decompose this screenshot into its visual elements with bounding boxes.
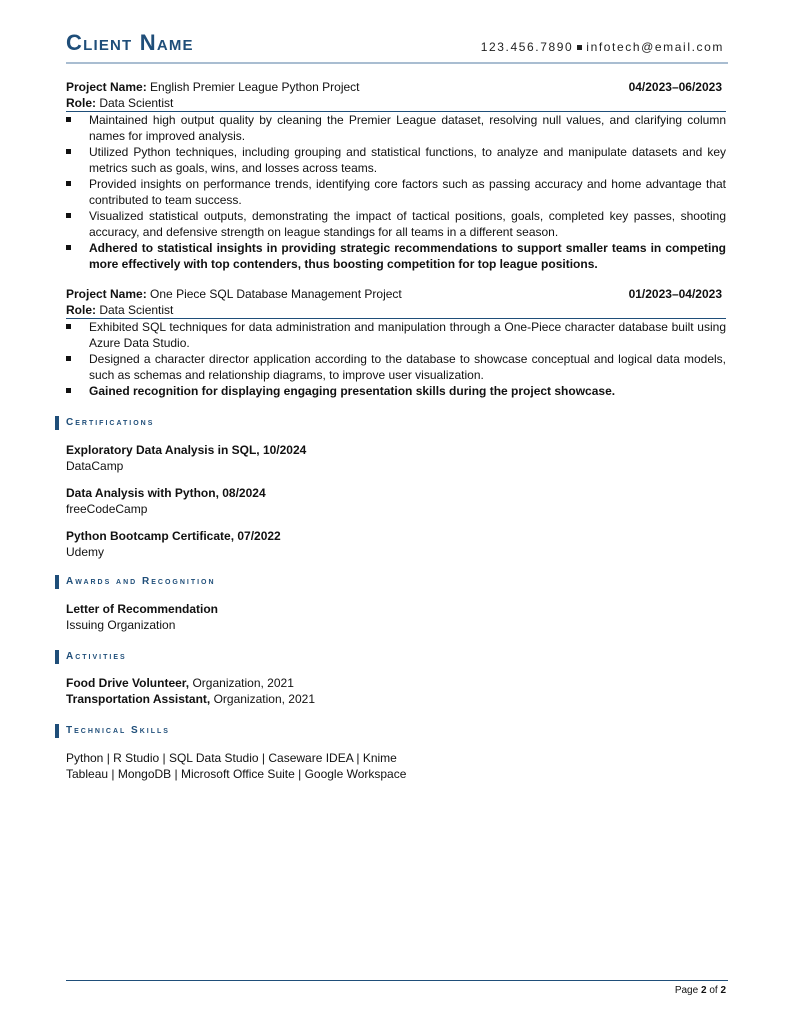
certification-title: Exploratory Data Analysis in SQL, 10/2024: [66, 443, 307, 457]
role-label: Role:: [66, 96, 96, 110]
bullet-text: Gained recognition for displaying engaging presentation skills during the project showcase.: [89, 384, 616, 398]
bullet-square-icon: [66, 181, 71, 186]
project-role-line: [66, 95, 726, 112]
activities-list: [66, 675, 706, 707]
project-name-label: Project Name:: [66, 287, 147, 301]
list-item: [66, 319, 726, 351]
award-org: Issuing Organization: [66, 618, 176, 632]
project-name: English Premier League Python Project: [150, 80, 360, 94]
list-item: [66, 144, 726, 176]
email-address: infotech@email.com: [586, 40, 724, 54]
separator-square-icon: [577, 45, 582, 50]
footer-divider: [66, 980, 728, 981]
list-item: [66, 176, 726, 208]
current-page: 2: [700, 985, 707, 996]
project-role-line: [66, 302, 726, 319]
total-pages: 2: [720, 985, 726, 996]
project-bullet-list: [66, 319, 726, 399]
role-value: Data Scientist: [99, 96, 174, 110]
activity-title: Transportation Assistant,: [66, 692, 211, 706]
certification-item: [66, 528, 706, 560]
project-bullet-list: [66, 112, 726, 272]
bullet-text: Adhered to statistical insights in providing strategic recommendations to support smaller teams in competing more effectively with top contenders, thus boosting competition for top league positions.: [89, 241, 726, 271]
bullet-text: Maintained high output quality by cleaning the Premier League dataset, resolving null values, and clarifying column names for improved analysis.: [89, 113, 726, 143]
list-item: [66, 351, 726, 383]
page-number: [675, 985, 726, 996]
project-name: One Piece SQL Database Management Project: [150, 287, 402, 301]
list-item: [66, 383, 726, 399]
role-label: Role:: [66, 303, 96, 317]
skills-line: Tableau | MongoDB | Microsoft Office Suite | Google Workspace: [66, 767, 407, 781]
bullet-text: Exhibited SQL techniques for data administration and manipulation through a One-Piece character database built using Azure Data Studio.: [89, 320, 726, 350]
bullet-square-icon: [66, 324, 71, 329]
bullet-square-icon: [66, 213, 71, 218]
phone-number: 123.456.7890: [480, 40, 574, 54]
bullet-square-icon: [66, 388, 71, 393]
project-name-line: [66, 286, 726, 302]
contact-info: [481, 40, 724, 54]
certification-title: Data Analysis with Python, 08/2024: [66, 486, 266, 500]
page-word: Page: [674, 985, 699, 996]
list-item: [66, 240, 726, 272]
list-item: [66, 112, 726, 144]
resume-header: [66, 32, 728, 64]
bullet-square-icon: [66, 117, 71, 122]
role-value: Data Scientist: [99, 303, 174, 317]
bullet-text: Provided insights on performance trends, identifying core factors such as passing accuracy and home advantage that contributed to team success.: [89, 177, 726, 207]
list-item: [66, 208, 726, 240]
skills-line: Python | R Studio | SQL Data Studio | Caseware IDEA | Knime: [66, 751, 397, 765]
certification-org: Udemy: [66, 545, 105, 559]
project-dates: 01/2023–04/2023: [628, 287, 722, 301]
skills-list: [66, 750, 706, 782]
certification-item: [66, 442, 706, 474]
project-english-premier-league: [66, 79, 726, 272]
technical-skills-heading: Technical Skills: [55, 724, 170, 738]
bullet-square-icon: [66, 356, 71, 361]
bullet-text: Designed a character director application according to the database to showcase conceptual and logical data models, such as schemas and relationship diagrams, to improve user visualization.: [89, 352, 726, 382]
bullet-text: Utilized Python techniques, including grouping and statistical functions, to analyze and manipulate datasets and key metrics such as goals, wins, and losses across teams.: [89, 145, 726, 175]
activity-detail: Organization, 2021: [210, 692, 315, 706]
bullet-square-icon: [66, 149, 71, 154]
bullet-square-icon: [66, 245, 71, 250]
project-dates: 04/2023–06/2023: [628, 80, 722, 94]
activity-detail: Organization, 2021: [189, 676, 294, 690]
awards-heading: Awards and Recognition: [55, 575, 216, 589]
award-title: Letter of Recommendation: [66, 602, 219, 616]
certification-item: [66, 485, 706, 517]
certification-title: Python Bootcamp Certificate, 07/2022: [66, 529, 281, 543]
activities-heading: Activities: [55, 650, 127, 664]
project-name-label: Project Name:: [66, 80, 147, 94]
certifications-heading: Certifications: [55, 416, 154, 430]
activity-title: Food Drive Volunteer,: [66, 676, 190, 690]
certification-org: DataCamp: [66, 459, 124, 473]
award-item: [66, 601, 706, 633]
bullet-text: Visualized statistical outputs, demonstrating the impact of tactical positions, goals, completed key passes, shooting accuracy, and defensive strength on league standings for all teams in a different season.: [89, 209, 726, 239]
project-one-piece-sql: [66, 286, 726, 399]
certification-org: freeCodeCamp: [66, 502, 148, 516]
client-name: Client Name: [66, 30, 194, 55]
of-word: of: [709, 985, 718, 996]
project-name-line: [66, 79, 726, 95]
